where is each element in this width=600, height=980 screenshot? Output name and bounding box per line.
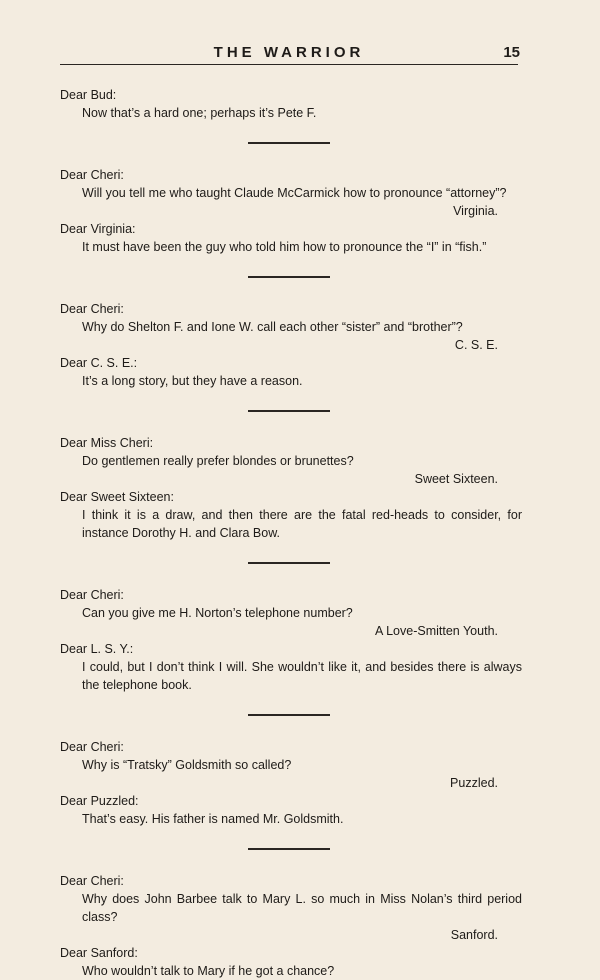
letter-salutation: Dear Miss Cheri: [60,436,154,450]
letter-salutation: Dear Bud: [60,88,117,102]
section-divider [60,700,522,730]
divider-rule [248,142,330,144]
section-divider [60,262,522,292]
letter-body: Why do Shelton F. and Ione W. call each other “sister” and “brother”? [82,320,463,334]
letter-body: It must have been the guy who told him how to pronounce the “I” in “fish.” [82,240,487,254]
letter-signature: A Love-Smitten Youth. [374,624,498,638]
letter-body: Will you tell me who taught Claude McCarmick how to pronounce “attorney”? [82,186,507,200]
divider-rule [248,562,330,564]
divider-rule [248,276,330,278]
letter-signature: Sanford. [450,928,498,942]
letter-salutation: Dear Sweet Sixteen: [60,490,174,504]
publication-title: THE WARRIOR [213,44,365,61]
letter-body: Can you give me H. Norton’s telephone number? [82,606,353,620]
page-header [60,44,518,65]
divider-rule [248,714,330,716]
letter-salutation: Dear L. S. Y.: [60,642,134,656]
section-divider [60,128,522,158]
letter-body: It’s a long story, but they have a reason. [82,374,303,388]
letter-body: Why is “Tratsky” Goldsmith so called? [82,758,292,772]
letter-signature: C. S. E. [454,338,498,352]
divider-rule [248,410,330,412]
letter-salutation: Dear Cheri: [60,874,124,888]
letter-body: That’s easy. His father is named Mr. Goldsmith. [82,812,344,826]
letter-body: Do gentlemen really prefer blondes or brunettes? [82,454,354,468]
letters-column [60,86,522,980]
divider-rule [248,848,330,850]
letter-signature: Sweet Sixteen. [414,472,498,486]
section-divider [60,834,522,864]
section-divider [60,396,522,426]
letter-salutation: Dear Cheri: [60,302,124,316]
letter-salutation: Dear Virginia: [60,222,136,236]
page-number: 15 [503,44,520,61]
letter-signature: Puzzled. [450,776,498,790]
letter-body: Who wouldn’t talk to Mary if he got a chance? [82,964,335,978]
letter-salutation: Dear Puzzled: [60,794,139,808]
letter-body: Why does John Barbee talk to Mary L. so much in Miss Nolan’s third period class? [82,892,522,924]
letter-salutation: Dear Cheri: [60,588,124,602]
letter-body: I think it is a draw, and then there are the fatal red-heads to consider, for instance Dorothy H. and Clara Bow. [82,508,522,540]
letter-body: Now that’s a hard one; perhaps it’s Pete F. [82,106,317,120]
letter-salutation: Dear Sanford: [60,946,138,960]
section-divider [60,548,522,578]
letter-signature: Virginia. [453,204,498,218]
letter-salutation: Dear Cheri: [60,168,124,182]
letter-body: I could, but I don’t think I will. She wouldn’t like it, and besides there is always the telephone book. [82,660,522,692]
letter-salutation: Dear Cheri: [60,740,124,754]
letter-salutation: Dear C. S. E.: [60,356,138,370]
